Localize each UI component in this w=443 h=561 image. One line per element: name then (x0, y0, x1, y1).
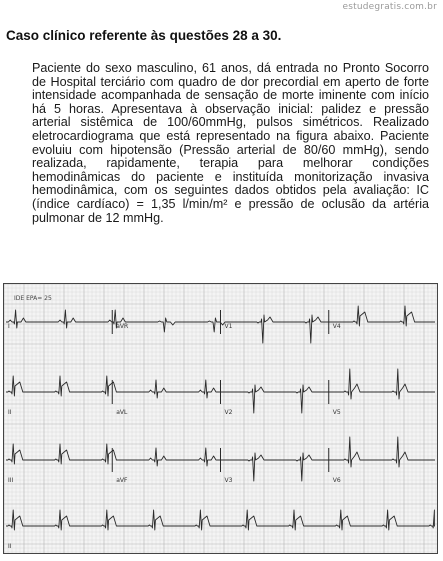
ecg-header-text: IDE EPA= 25 (14, 295, 52, 302)
ecg-lead-label-avf: aVF (116, 477, 128, 484)
ecg-lead-label-v2: V2 (224, 409, 233, 416)
ecg-figure (3, 283, 438, 554)
site-watermark: estudegratis.com.br (342, 2, 437, 12)
ecg-lead-label-i: I (8, 323, 10, 330)
ecg-lead-label-ii: II (8, 543, 12, 550)
case-heading: Caso clínico referente às questões 28 a 30. (6, 28, 282, 43)
ecg-lead-label-v6: V6 (332, 477, 341, 484)
ecg-lead-label-ii: II (8, 409, 12, 416)
ecg-tracing (4, 284, 437, 553)
ecg-lead-label-avr: aVR (116, 323, 129, 330)
case-description: Paciente do sexo masculino, 61 anos, dá entrada no Pronto Socorro de Hospital terciário com quadro de dor precordial em aperto de forte intensidade acompanhada de sensação de morte iminente com início há 5 horas. Apresentava à observação inicial: palidez e pressão arterial sistêmica de 100/60mmHg, pulsos simétricos. Realizado eletrocardiograma que está representado na figura abaixo. Paciente evoluiu com hipotensão (Pressão arterial de 80/60 mmHg), sendo realizada, rapidamente, terapia para melhorar condições hemodinâmicas do paciente e instituída monitorização invasiva hemodinâmica, com os seguintes dados obtidos pela avaliação: IC (índice cardíaco) = 1,35 l/min/m² e pressão de oclusão da artéria pulmonar de 12 mmHg. (32, 61, 429, 225)
ecg-lead-label-iii: III (8, 477, 14, 484)
ecg-lead-label-v1: V1 (224, 323, 233, 330)
ecg-lead-label-avl: aVL (116, 409, 128, 416)
ecg-lead-label-v4: V4 (332, 323, 341, 330)
ecg-lead-label-v3: V3 (224, 477, 233, 484)
ecg-lead-label-v5: V5 (332, 409, 341, 416)
